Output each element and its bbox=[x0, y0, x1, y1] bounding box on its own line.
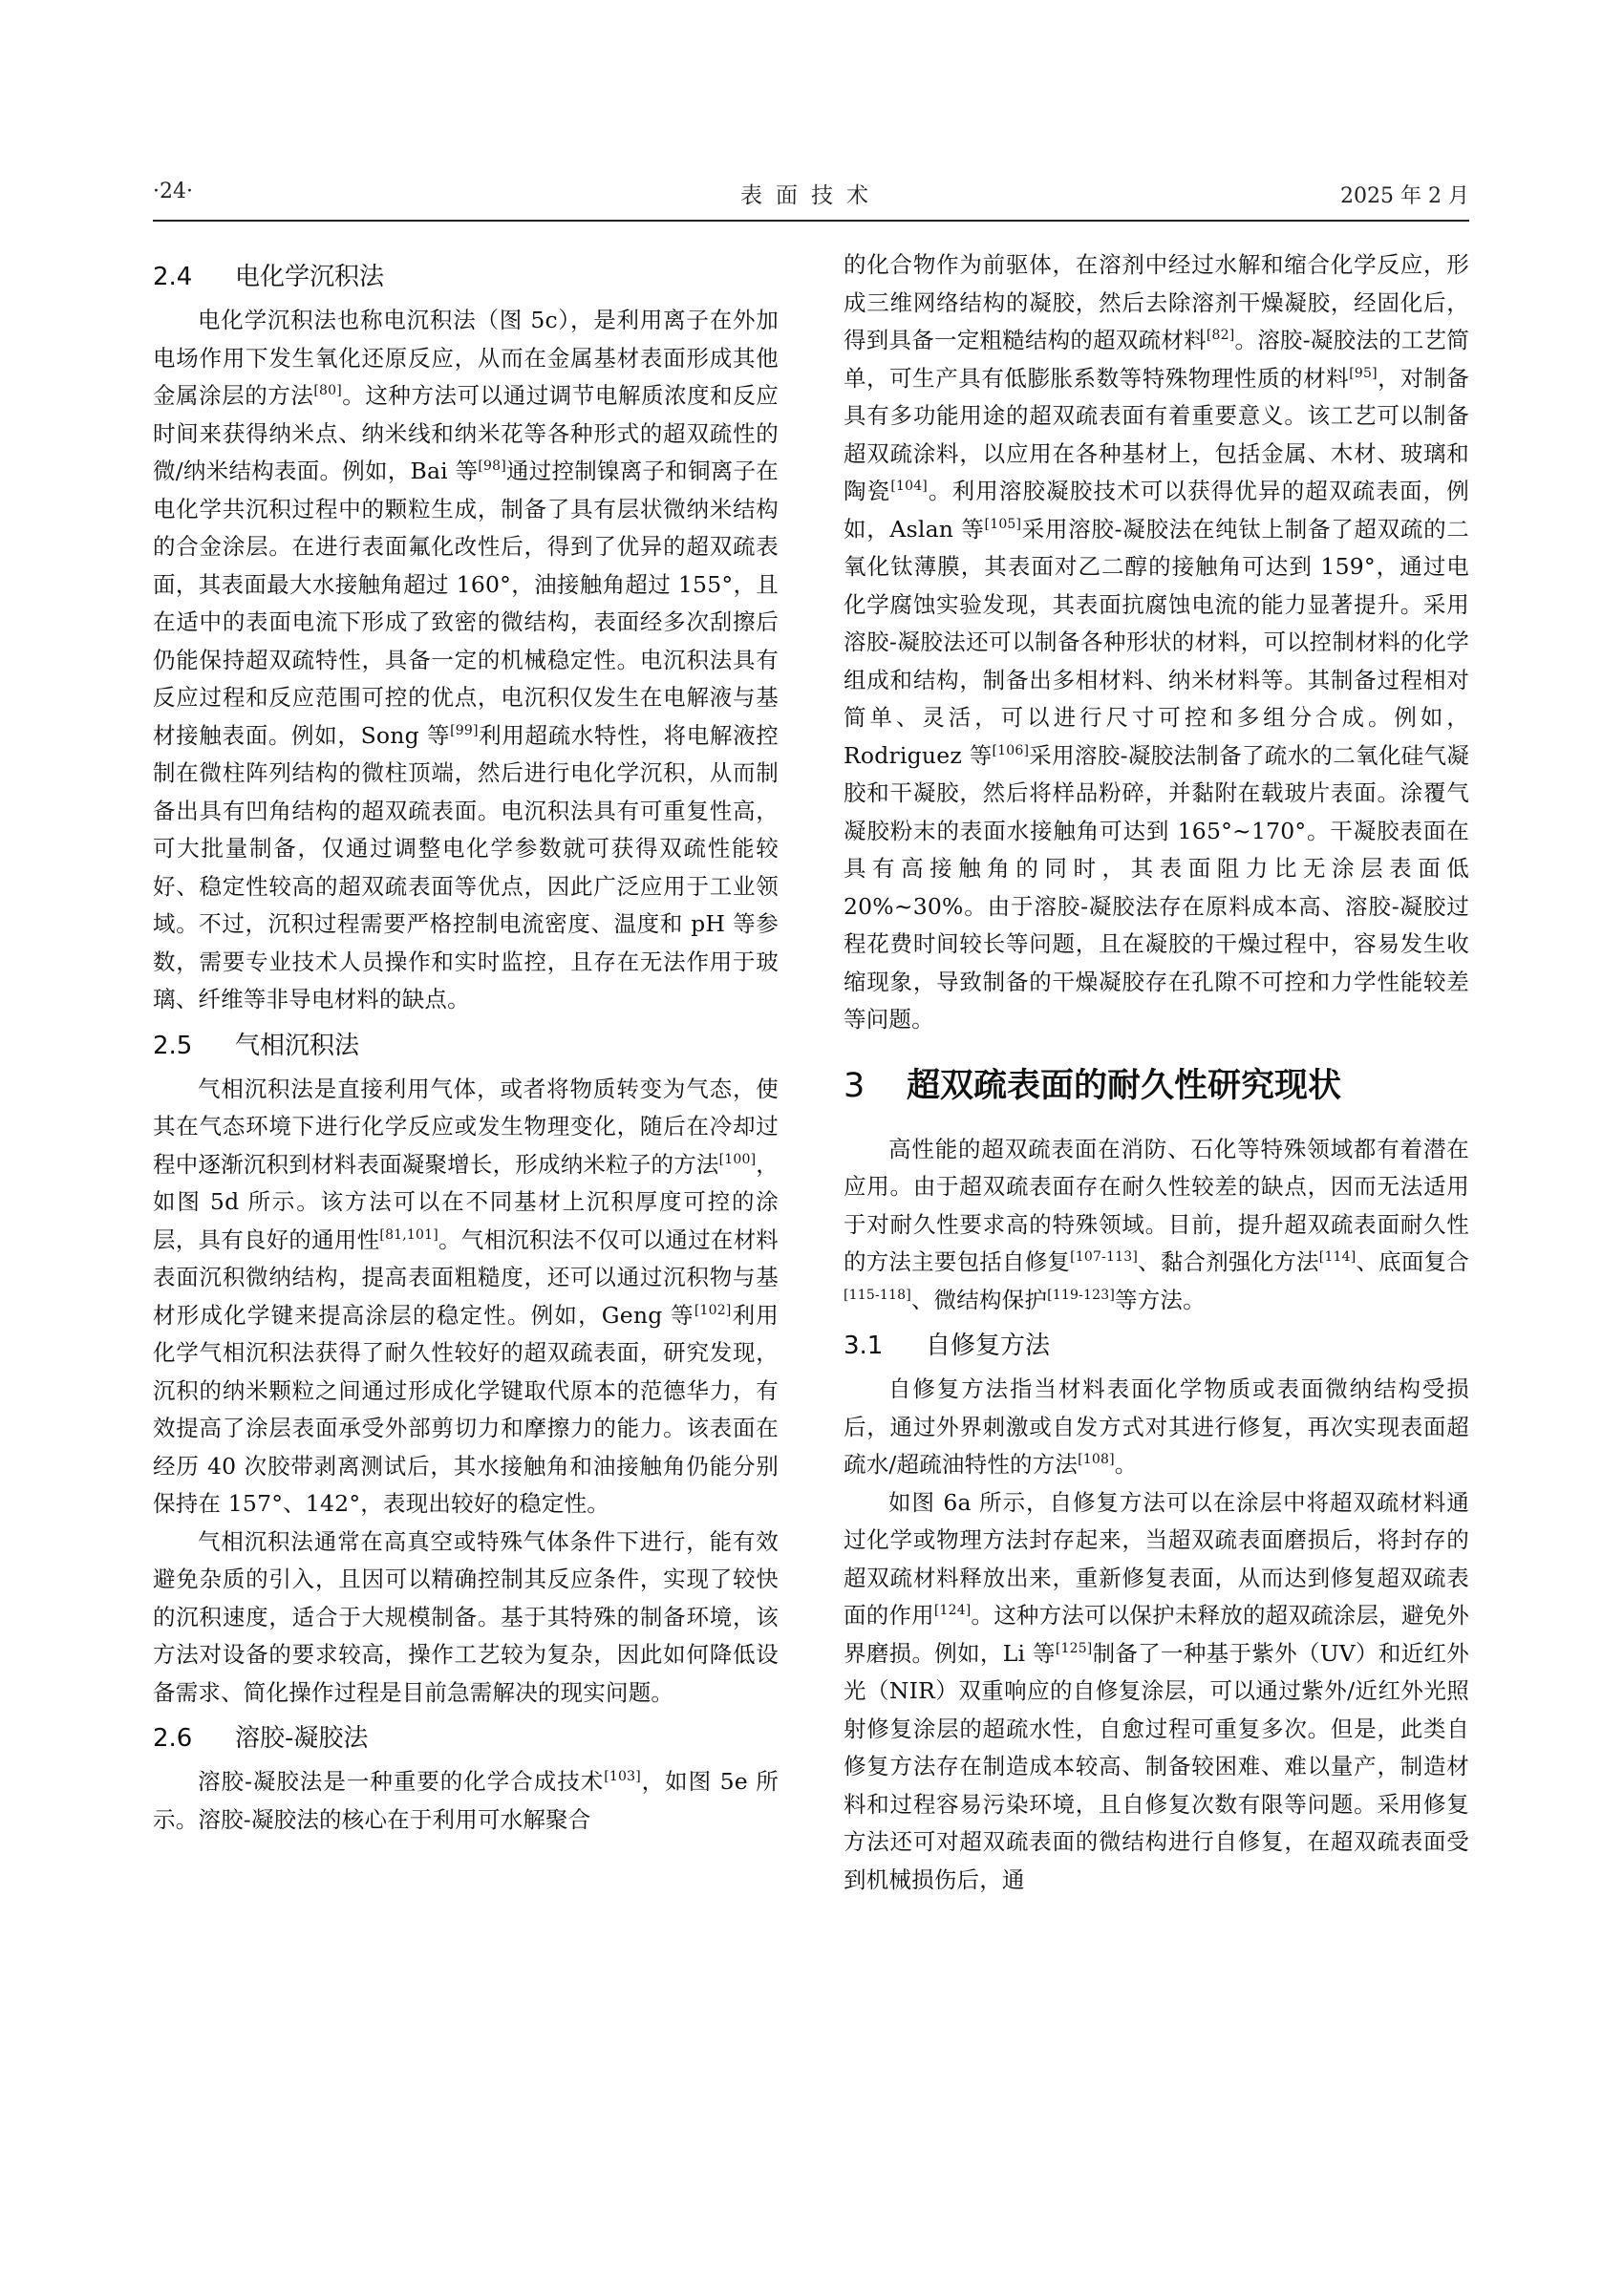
section-heading-3 bbox=[844, 1062, 1469, 1110]
citation[interactable]: [105] bbox=[984, 516, 1022, 532]
citation[interactable]: [98] bbox=[478, 458, 506, 474]
paragraph: 的化合物作为前驱体，在溶剂中经过水解和缩合化学反应，形成三维网络结构的凝胶，然后去除溶剂干燥凝胶，经固化后，得到具备一定粗糙结构的超双疏材料[82]。溶胶-凝胶法的工艺简单，可生产具有低膨胀系数等特殊物理性质的材料[95]，对制备具有多功能用途的超双疏表面有着重要意义。该工艺可以制备超双疏涂料，以应用在各种基材上，包括金属、木材、玻璃和陶瓷[104]。利用溶胶凝胶技术可以获得优异的超双疏表面，例如，Aslan 等[105]采用溶胶-凝胶法在纯钛上制备了超双疏的二氧化钛薄膜，其表面对乙二醇的接触角可达到 159°，通过电化学腐蚀实验发现，其表面抗腐蚀电流的能力显著提升。采用溶胶-凝胶法还可以制备各种形状的材料，可以控制材料的化学组成和结构，制备出多相材料、纳米材料等。其制备过程相对简单、灵活，可以进行尺寸可控和多组分合成。例如，Rodriguez 等[106]采用溶胶-凝胶法制备了疏水的二氧化硅气凝胶和干凝胶，然后将样品粉碎，并黏附在载玻片表面。涂覆气凝胶粉末的表面水接触角可达到 165°~170°。干凝胶表面在具有高接触角的同时，其表面阻力比无涂层表面低 20%~30%。由于溶胶-凝胶法存在原料成本高、溶胶-凝胶过程花费时间较长等问题，且在凝胶的干燥过程中，容易发生收缩现象，导致制备的干燥凝胶存在孔隙不可控和力学性能较差等问题。 bbox=[844, 251, 1469, 1033]
citation[interactable]: [124] bbox=[933, 1603, 972, 1618]
citation[interactable]: [115-118] bbox=[844, 1287, 911, 1303]
citation[interactable]: [108] bbox=[1078, 1452, 1115, 1467]
issue-date: 2025 年 2 月 bbox=[1340, 184, 1469, 208]
section-number: 2.5 bbox=[153, 1031, 193, 1060]
section-heading-3-1 bbox=[844, 1327, 1469, 1365]
running-header bbox=[153, 174, 1469, 216]
citation[interactable]: [81,101] bbox=[379, 1226, 438, 1243]
section-number: 3 bbox=[844, 1066, 865, 1105]
section-title: 超双疏表面的耐久性研究现状 bbox=[907, 1066, 1342, 1105]
citation[interactable]: [103] bbox=[604, 1769, 641, 1784]
paragraph: 如图 6a 所示，自修复方法可以在涂层中将超双疏材料通过化学或物理方法封存起来，当超双疏表面磨损后，将封存的超双疏材料释放出来，重新修复表面，从而达到修复超双疏表面的作用[124]。这种方法可以保护未释放的超双疏涂层，避免外界磨损。例如，Li 等[125]制备了一种基于紫外（UV）和近红外光（NIR）双重响应的自修复涂层，可以通过紫外/近红外光照射修复涂层的超疏水性，自愈过程可重复多次。但是，此类自修复方法存在制造成本较高、制备较困难、难以量产，制造材料和过程容易污染环境，且自修复次数有限等问题。采用修复方法还可对超双疏表面的微结构进行自修复，在超双疏表面受到机械损伤后，通 bbox=[844, 1488, 1469, 1893]
citation[interactable]: [107-113] bbox=[1070, 1249, 1139, 1265]
citation[interactable]: [95] bbox=[1349, 365, 1378, 381]
section-title: 自修复方法 bbox=[926, 1332, 1051, 1360]
paragraph: 溶胶-凝胶法是一种重要的化学合成技术[103]，如图 5e 所示。溶胶-凝胶法的核心在于利用可水解聚合 bbox=[153, 1768, 779, 1833]
journal-title: 表面技术 bbox=[740, 183, 882, 208]
section-number: 2.6 bbox=[153, 1724, 193, 1753]
citation[interactable]: [102] bbox=[694, 1302, 732, 1318]
citation[interactable]: [99] bbox=[450, 722, 479, 738]
paragraph: 气相沉积法通常在高真空或特殊气体条件下进行，能有效避免杂质的引入，且因可以精确控制其反应条件，实现了较快的沉积速度，适合于大规模制备。基于其特殊的制备环境，该方法对设备的要求较高，操作工艺较为复杂，因此如何降低设备需求、简化操作过程是目前急需解决的现实问题。 bbox=[153, 1527, 779, 1706]
section-number: 2.4 bbox=[153, 263, 193, 291]
paragraph: 电化学沉积法也称电沉积法（图 5c），是利用离子在外加电场作用下发生氧化还原反应，从而在金属基材表面形成其他金属涂层的方法[80]。这种方法可以通过调节电解质浓度和反应时间来获得纳米点、纳米线和纳米花等各种形式的超双疏性的微/纳米结构表面。例如，Bai 等[98]通过控制镍离子和铜离子在电化学共沉积过程中的颗粒生成，制备了具有层状微纳米结构的合金涂层。在进行表面氟化改性后，得到了优异的超双疏表面，其表面最大水接触角超过 160°，油接触角超过 155°，且在适中的表面电流下形成了致密的微结构，表面经多次刮擦后仍能保持超双疏特性，具备一定的机械稳定性。电沉积法具有反应过程和反应范围可控的优点，电沉积仅发生在电解液与基材接触表面。例如，Song 等[99]利用超疏水特性，将电解液控制在微柱阵列结构的微柱顶端，然后进行电化学沉积，从而制备出具有凹角结构的超双疏表面。电沉积法具有可重复性高，可大批量制备，仅通过调整电化学参数就可获得双疏性能较好、稳定性较高的超双疏表面等优点，因此广泛应用于工业领域。不过，沉积过程需要严格控制电流密度、温度和 pH 等参数，需要专业技术人员操作和实时监控，且存在无法作用于玻璃、纤维等非导电材料的缺点。 bbox=[153, 307, 779, 1012]
paragraph: 自修复方法指当材料表面化学物质或表面微纳结构受损后，通过外界刺激或自发方式对其进行修复，再次实现表面超疏水/超疏油特性的方法[108]。 bbox=[844, 1375, 1469, 1478]
left-column bbox=[153, 246, 779, 2195]
right-column bbox=[844, 246, 1469, 2195]
page-number: ·24· bbox=[153, 180, 193, 203]
section-heading-2-4 bbox=[153, 258, 779, 296]
citation[interactable]: [106] bbox=[992, 742, 1030, 758]
paragraph: 气相沉积法是直接利用气体，或者将物质转变为气态，使其在气态环境下进行化学反应或发生物理变化，随后在冷却过程中逐渐沉积到材料表面凝聚增长，形成纳米粒子的方法[100]，如图 5d 所示。该方法可以在不同基材上沉积厚度可控的涂层，具有良好的通用性[81,101]。气相沉积法不仅可以通过在材料表面沉积微纳结构，提高表面粗糙度，还可以通过沉积物与基材形成化学键来提高涂层的稳定性。例如，Geng 等[102]利用化学气相沉积法获得了耐久性较好的超双疏表面，研究发现，沉积的纳米颗粒之间通过形成化学键取代原本的范德华力，有效提高了涂层表面承受外部剪切力和摩擦力的能力。该表面在经历 40 次胶带剥离测试后，其水接触角和油接触角仍能分别保持在 157°、142°，表现出较好的稳定性。 bbox=[153, 1075, 779, 1517]
citation[interactable]: [104] bbox=[890, 479, 928, 494]
citation[interactable]: [100] bbox=[718, 1151, 757, 1167]
section-title: 气相沉积法 bbox=[235, 1031, 360, 1060]
section-title: 溶胶-凝胶法 bbox=[235, 1724, 369, 1753]
paragraph: 高性能的超双疏表面在消防、石化等特殊领域都有着潜在应用。由于超双疏表面存在耐久性较差的缺点，因而无法适用于对耐久性要求高的特殊领域。目前，提升超双疏表面耐久性的方法主要包括自修复[107-113]、黏合剂强化方法[114]、底面复合[115-118]、微结构保护[119-123]等方法。 bbox=[844, 1135, 1469, 1313]
section-heading-2-6 bbox=[153, 1719, 779, 1758]
citation[interactable]: [82] bbox=[1206, 328, 1235, 343]
citation[interactable]: [125] bbox=[1055, 1640, 1093, 1656]
section-heading-2-5 bbox=[153, 1027, 779, 1065]
header-rule bbox=[153, 220, 1469, 222]
section-title: 电化学沉积法 bbox=[235, 263, 385, 291]
citation[interactable]: [80] bbox=[313, 383, 342, 398]
citation[interactable]: [114] bbox=[1318, 1249, 1357, 1265]
citation[interactable]: [119-123] bbox=[1047, 1287, 1116, 1303]
section-number: 3.1 bbox=[844, 1332, 884, 1360]
